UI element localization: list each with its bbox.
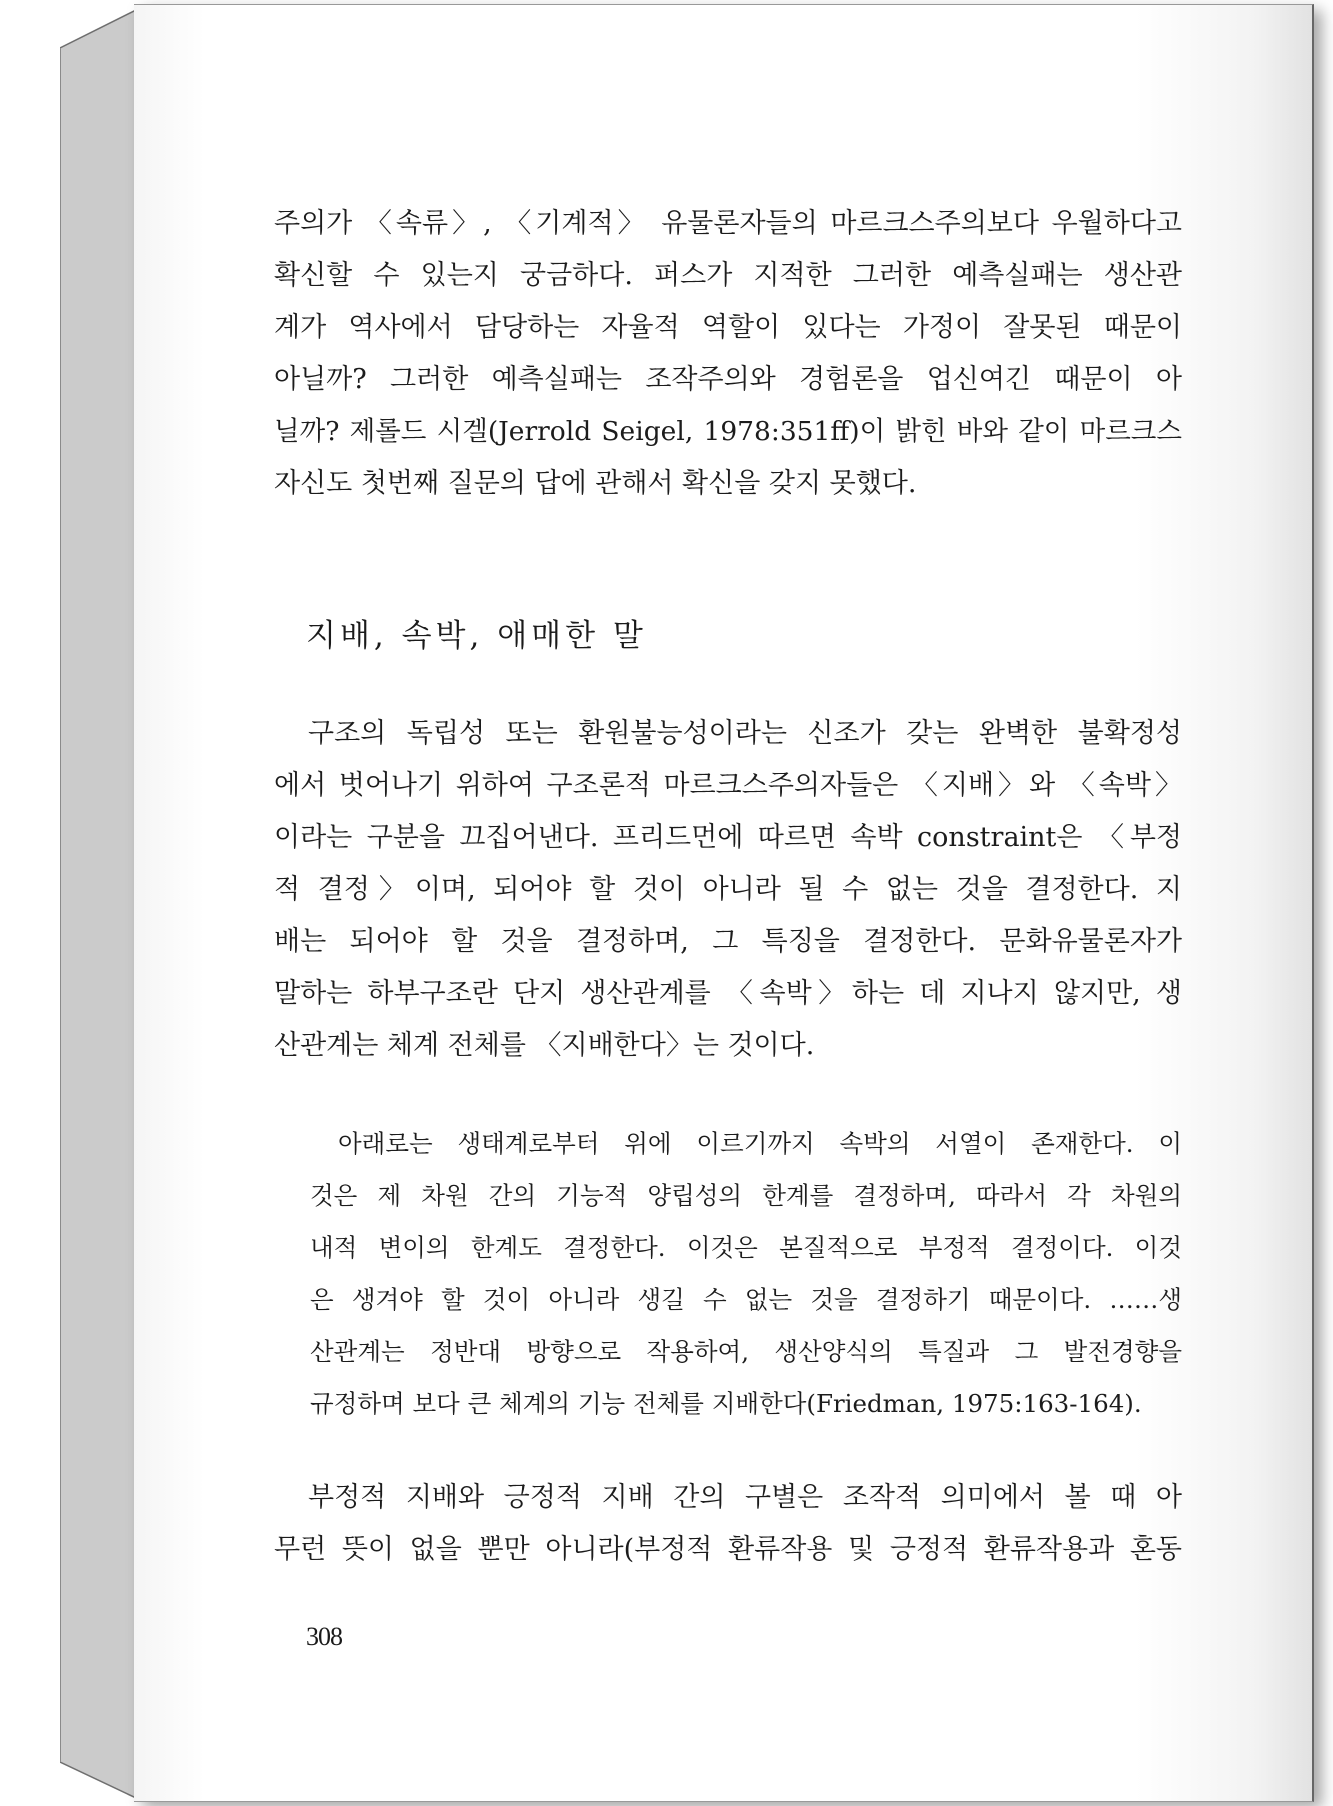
- text-line: 규정하며 보다 큰 체계의 기능 전체를 지배한다(Friedman, 1975:163-164).: [310, 1389, 1142, 1418]
- text-line: 구조의 독립성 또는 환원불능성이라는 신조가 갖는 완벽한 불확정성: [308, 718, 1182, 749]
- text-line: 주의가 〈속류〉, 〈기계적〉 유물론자들의 마르크스주의보다 우월하다고: [274, 208, 1182, 239]
- text-line: 산관계는 정반대 방향으로 작용하여, 생산양식의 특질과 그 발전경향을: [310, 1337, 1182, 1366]
- text-line: 확신할 수 있는지 궁금하다. 퍼스가 지적한 그러한 예측실패는 생산관: [274, 260, 1182, 291]
- text-line: 아닐까? 그러한 예측실패는 조작주의와 경험론을 업신여긴 때문이 아: [274, 364, 1182, 395]
- text-line: 적 결정〉이며, 되어야 할 것이 아니라 될 수 없는 것을 결정한다. 지: [274, 874, 1182, 905]
- text-line: 은 생겨야 할 것이 아니라 생길 수 없는 것을 결정하기 때문이다. ……생: [310, 1285, 1182, 1314]
- text-line: 말하는 하부구조란 단지 생산관계를 〈속박〉하는 데 지나지 않지만, 생: [274, 978, 1182, 1009]
- text-line: 자신도 첫번째 질문의 답에 관해서 확신을 갖지 못했다.: [274, 468, 917, 499]
- text-line: 닐까? 제롤드 시겔(Jerrold Seigel, 1978:351ff)이 밝힌 바와 같이 마르크스: [274, 416, 1182, 447]
- text-line: 이라는 구분을 끄집어낸다. 프리드먼에 따르면 속박 constraint은 〈부정: [274, 822, 1182, 853]
- text-line: 무런 뜻이 없을 뿐만 아니라(부정적 환류작용 및 긍정적 환류작용과 혼동: [274, 1534, 1182, 1565]
- text-line: 부정적 지배와 긍정적 지배 간의 구별은 조작적 의미에서 볼 때 아: [308, 1482, 1182, 1513]
- paragraph-3: [274, 1472, 1182, 1576]
- text-line: 아래로는 생태계로부터 위에 이르기까지 속박의 서열이 존재한다. 이: [338, 1129, 1182, 1158]
- text-line: 에서 벗어나기 위하여 구조론적 마르크스주의자들은 〈지배〉와 〈속박〉: [274, 770, 1182, 801]
- text-line: 계가 역사에서 담당하는 자율적 역할이 있다는 가정이 잘못된 때문이: [274, 312, 1182, 343]
- paragraph-2: [274, 708, 1182, 1072]
- paragraph-1: [274, 198, 1182, 510]
- text-line: 산관계는 체계 전체를 〈지배한다〉는 것이다.: [274, 1030, 815, 1061]
- book-edge: [60, 10, 136, 1798]
- block-quote: [310, 1118, 1182, 1430]
- page-number: 308: [306, 1622, 342, 1651]
- text-line: 배는 되어야 할 것을 결정하며, 그 특징을 결정한다. 문화유물론자가: [274, 926, 1182, 957]
- section-heading: 지배, 속박, 애매한 말: [306, 618, 647, 654]
- text-line: 것은 제 차원 간의 기능적 양립성의 한계를 결정하며, 따라서 각 차원의: [310, 1181, 1182, 1210]
- text-line: 내적 변이의 한계도 결정한다. 이것은 본질적으로 부정적 결정이다. 이것: [310, 1233, 1182, 1262]
